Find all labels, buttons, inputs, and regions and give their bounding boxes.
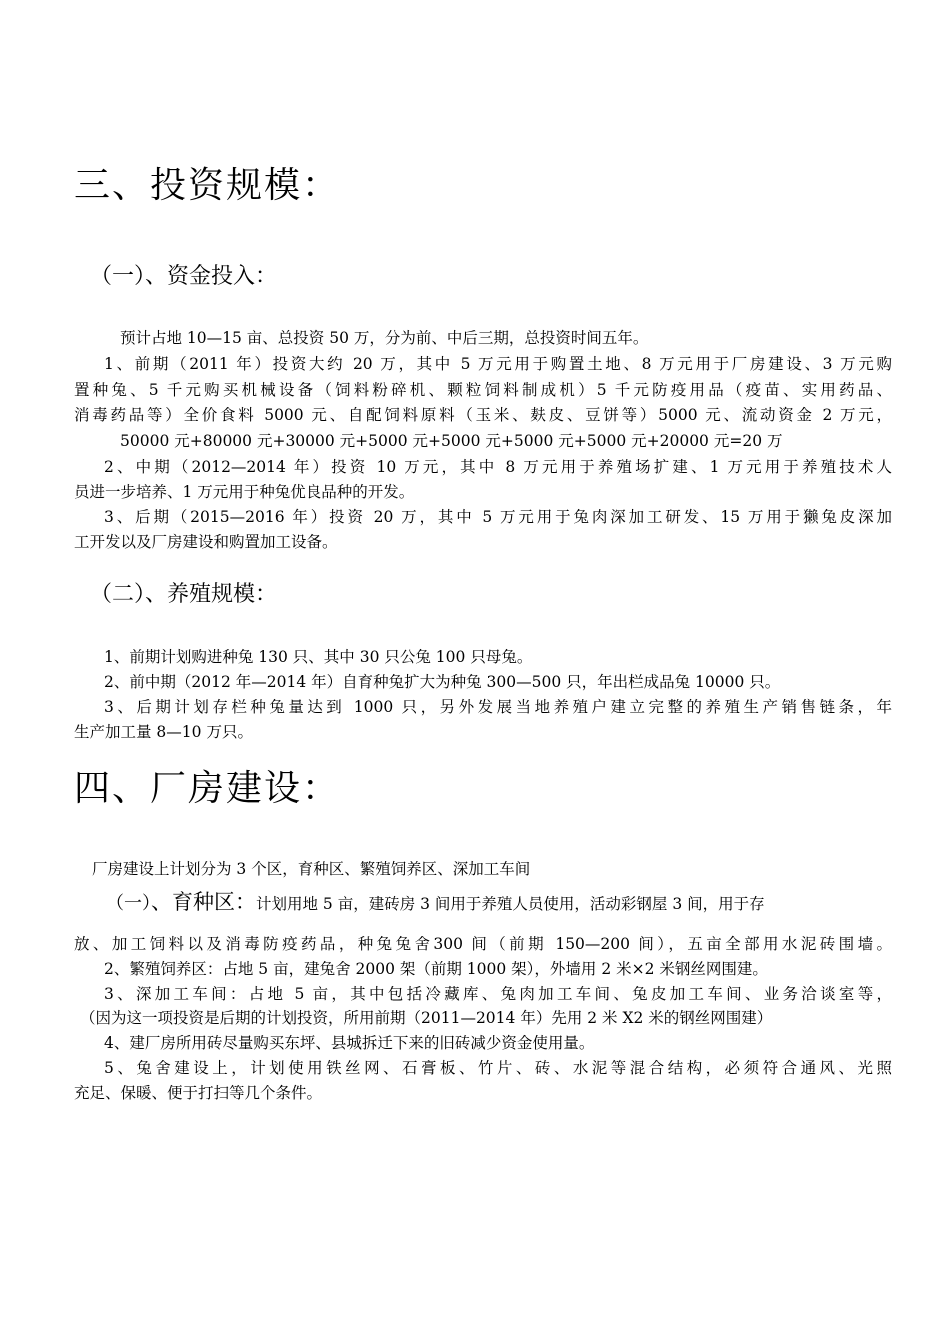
paragraph-line: 放、加工饲料以及消毒防疫药品，种兔兔舍300 间（前期 150—200 间），五亩全部用水泥砖围墙。	[74, 935, 892, 953]
paragraph-line: （因为这一项投资是后期的计划投资，所用前期（2011—2014 年）先用 2 米 X2 米的钢丝网围建）	[80, 1009, 773, 1027]
paragraph-line: 3、深加工车间：占地 5 亩，其中包括冷藏库、兔肉加工车间、兔皮加工车间、业务洽谈室等，	[104, 985, 892, 1003]
paragraph-line: 3、后期（2015—2016 年）投资 20 万，其中 5 万元用于兔肉深加工研发、15 万用于獭兔皮深加	[104, 508, 892, 526]
item-1-label: 、育种区：	[151, 890, 256, 914]
paragraph-line: 工开发以及厂房建设和购置加工设备。	[74, 533, 338, 551]
subsection-funding-heading: （一）、资金投入：	[90, 264, 278, 289]
paragraph-line: 4、建厂房所用砖尽量购买东坪、县城拆迁下来的旧砖减少资金使用量。	[104, 1034, 595, 1052]
section-4-heading: 四、厂房建设：	[74, 768, 341, 809]
paragraph-line: 1、前期（2011 年）投资大约 20 万，其中 5 万元用于购置土地、8 万元用于厂房建设、3 万元购	[104, 355, 892, 373]
paragraph-line: 2、前中期（2012 年—2014 年）自育种兔扩大为种兔 300—500 只，年出栏成品兔 10000 只。	[104, 673, 781, 691]
paragraph-line: 员进一步培养、1 万元用于种兔优良品种的开发。	[74, 483, 415, 501]
formula-line: 50000 元+80000 元+30000 元+5000 元+5000 元+5000 元+5000 元+20000 元=20 万	[120, 432, 783, 450]
section-3-heading: 三、投资规模：	[74, 165, 341, 206]
paragraph-line: 生产加工量 8—10 万只。	[74, 723, 253, 741]
breeding-area-line	[106, 890, 892, 916]
paragraph-line: 2、中期（2012—2014 年）投资 10 万元，其中 8 万元用于养殖场扩建、1 万元用于养殖技术人	[104, 458, 892, 476]
paragraph-line: 预计占地 10—15 亩、总投资 50 万，分为前、中后三期，总投资时间五年。	[120, 329, 649, 347]
paragraph-line: 消毒药品等）全价食料 5000 元、自配饲料原料（玉米、麸皮、豆饼等）5000 元、流动资金 2 万元，	[74, 406, 892, 424]
subsection-breeding-scale-heading: （二）、养殖规模：	[90, 582, 278, 607]
plant-intro-line: 厂房建设上计划分为 3 个区，育种区、繁殖饲养区、深加工车间	[92, 860, 531, 878]
paragraph-line: 充足、保暖、便于打扫等几个条件。	[74, 1084, 323, 1102]
paragraph-line: 3、后期计划存栏种兔量达到 1000 只，另外发展当地养殖户建立完整的养殖生产销售链条，年	[104, 698, 892, 716]
item-1-text: 计划用地 5 亩，建砖房 3 间用于养殖人员使用，活动彩钢屋 3 间，用于存	[256, 895, 765, 913]
paragraph-line: 置种兔、5 千元购买机械设备（饲料粉碎机、颗粒饲料制成机）5 千元防疫用品（疫苗、实用药品、	[74, 381, 892, 399]
paragraph-line: 1、前期计划购进种兔 130 只、其中 30 只公兔 100 只母兔。	[104, 648, 533, 666]
paragraph-line: 2、繁殖饲养区：占地 5 亩，建兔舍 2000 架（前期 1000 架），外墙用 2 米×2 米钢丝网围建。	[104, 960, 768, 978]
paragraph-line: 5、兔舍建设上，计划使用铁丝网、石膏板、竹片、砖、水泥等混合结构，必须符合通风、光照	[104, 1059, 892, 1077]
item-1-paren: （一）	[106, 893, 151, 914]
